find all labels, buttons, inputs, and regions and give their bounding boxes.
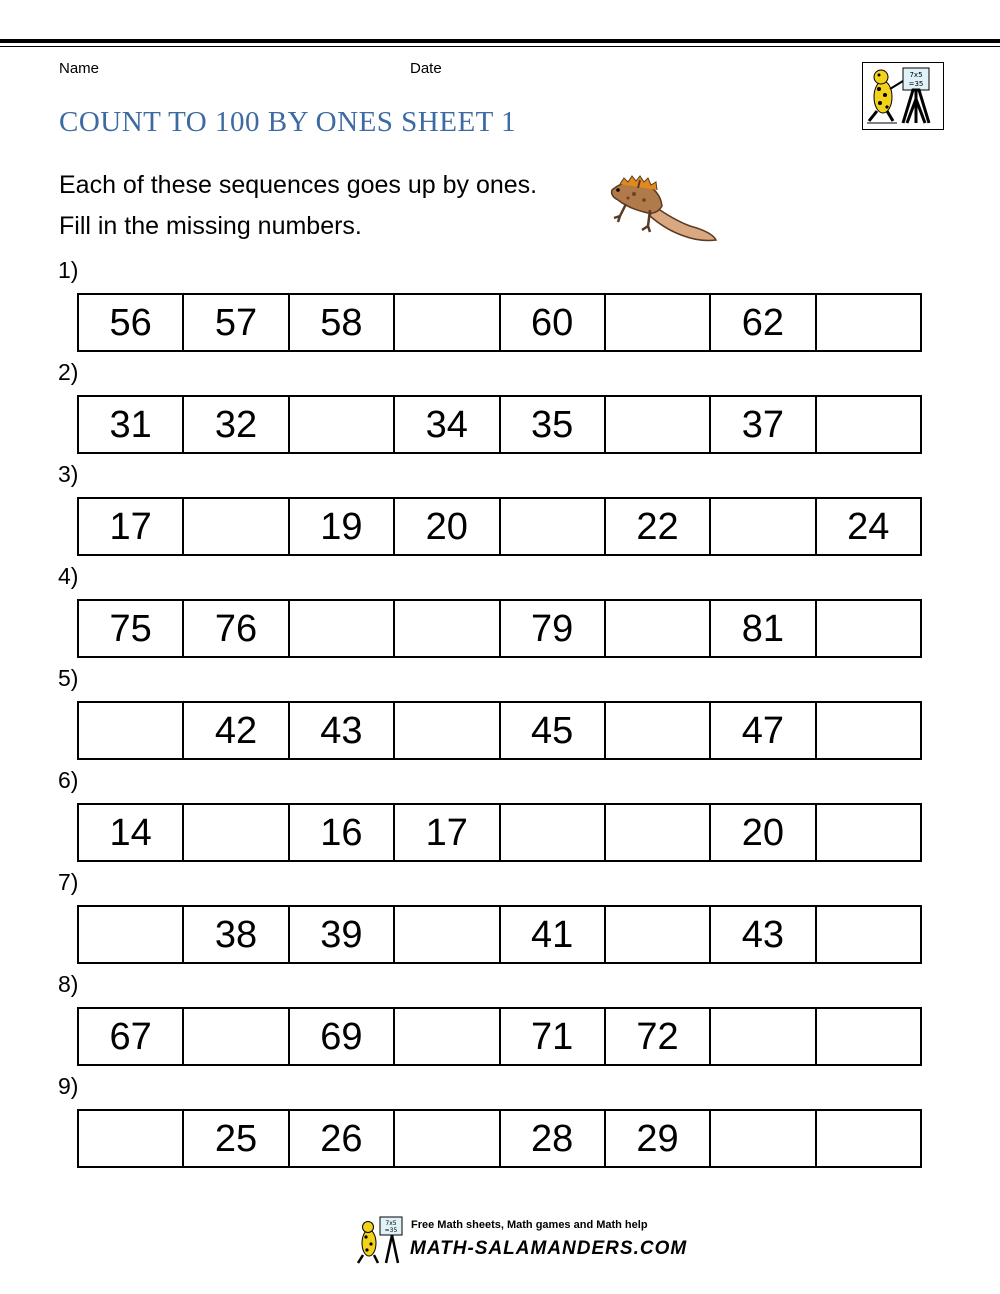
date-label: Date [410, 60, 442, 77]
number-box: 38 [184, 907, 289, 962]
blank-answer-box[interactable] [79, 703, 184, 758]
number-box: 16 [290, 805, 395, 860]
blank-answer-box[interactable] [606, 805, 711, 860]
number-box: 58 [290, 295, 395, 350]
blank-answer-box[interactable] [817, 601, 920, 656]
blank-answer-box[interactable] [711, 1009, 816, 1064]
number-box: 31 [79, 397, 184, 452]
sequence-row [77, 803, 922, 862]
blank-answer-box[interactable] [184, 1009, 289, 1064]
number-box: 17 [395, 805, 500, 860]
blank-answer-box[interactable] [817, 805, 920, 860]
footer-tagline: Free Math sheets, Math games and Math help [411, 1219, 648, 1231]
sequence-row [77, 599, 922, 658]
number-box: 43 [290, 703, 395, 758]
footer-salamander-icon [356, 1213, 406, 1267]
number-box: 35 [501, 397, 606, 452]
blank-answer-box[interactable] [606, 703, 711, 758]
question-number: 5) [58, 665, 79, 691]
blank-answer-box[interactable] [606, 907, 711, 962]
blank-answer-box[interactable] [395, 1111, 500, 1166]
question-number: 6) [58, 767, 79, 793]
blank-answer-box[interactable] [79, 907, 184, 962]
number-box: 79 [501, 601, 606, 656]
instruction-line-2: Fill in the missing numbers. [59, 212, 362, 240]
number-box: 25 [184, 1111, 289, 1166]
number-box: 57 [184, 295, 289, 350]
blank-answer-box[interactable] [711, 1111, 816, 1166]
number-box: 47 [711, 703, 816, 758]
number-box: 56 [79, 295, 184, 350]
sequence-row [77, 905, 922, 964]
blank-answer-box[interactable] [79, 1111, 184, 1166]
salamander-illustration [604, 170, 720, 250]
number-box: 37 [711, 397, 816, 452]
footer-logo [356, 1213, 688, 1267]
svg-text:7x5: 7x5 [909, 71, 923, 79]
number-box: 81 [711, 601, 816, 656]
number-box: 14 [79, 805, 184, 860]
svg-text:7x5: 7x5 [385, 1220, 397, 1227]
math-salamanders-logo [862, 62, 944, 130]
blank-answer-box[interactable] [817, 1009, 920, 1064]
blank-answer-box[interactable] [395, 601, 500, 656]
question-number: 9) [58, 1073, 79, 1099]
svg-text:=35: =35 [384, 1227, 398, 1234]
blank-answer-box[interactable] [501, 499, 606, 554]
number-box: 72 [606, 1009, 711, 1064]
number-box: 69 [290, 1009, 395, 1064]
question-number: 4) [58, 563, 79, 589]
blank-answer-box[interactable] [290, 397, 395, 452]
number-box: 39 [290, 907, 395, 962]
number-box: 26 [290, 1111, 395, 1166]
sequence-row [77, 1007, 922, 1066]
number-box: 20 [711, 805, 816, 860]
number-box: 62 [711, 295, 816, 350]
blank-answer-box[interactable] [395, 1009, 500, 1064]
number-box: 17 [79, 499, 184, 554]
number-box: 76 [184, 601, 289, 656]
number-box: 75 [79, 601, 184, 656]
name-label: Name [59, 60, 100, 77]
blank-answer-box[interactable] [711, 499, 816, 554]
question-number: 1) [58, 257, 79, 283]
blank-answer-box[interactable] [817, 295, 920, 350]
blank-answer-box[interactable] [184, 805, 289, 860]
number-box: 32 [184, 397, 289, 452]
number-box: 28 [501, 1111, 606, 1166]
number-box: 43 [711, 907, 816, 962]
question-number: 8) [58, 971, 79, 997]
blank-answer-box[interactable] [817, 1111, 920, 1166]
blank-answer-box[interactable] [817, 907, 920, 962]
number-box: 60 [501, 295, 606, 350]
number-box: 45 [501, 703, 606, 758]
sequence-row [77, 293, 922, 352]
blank-answer-box[interactable] [606, 601, 711, 656]
blank-answer-box[interactable] [501, 805, 606, 860]
blank-answer-box[interactable] [395, 703, 500, 758]
number-box: 20 [395, 499, 500, 554]
footer-brand: MATH-SALAMANDERS.COM [410, 1238, 688, 1259]
question-number: 3) [58, 461, 79, 487]
number-box: 24 [847, 505, 890, 548]
blank-answer-box[interactable] [606, 397, 711, 452]
top-rule-thin [0, 46, 1000, 47]
sequence-row [77, 701, 922, 760]
blank-answer-box[interactable] [817, 397, 920, 452]
instruction-line-1: Each of these sequences goes up by ones. [59, 171, 538, 199]
blank-answer-box[interactable] [817, 703, 920, 758]
number-box: 67 [79, 1009, 184, 1064]
number-box: 41 [501, 907, 606, 962]
number-box: 22 [606, 499, 711, 554]
number-box: 71 [501, 1009, 606, 1064]
blank-answer-box[interactable] [606, 295, 711, 350]
number-box: 19 [290, 499, 395, 554]
number-box: 34 [395, 397, 500, 452]
top-rule [0, 39, 1000, 43]
svg-text:=35: =35 [908, 80, 924, 88]
blank-answer-box[interactable] [395, 295, 500, 350]
question-number: 2) [58, 359, 79, 385]
question-number: 7) [58, 869, 79, 895]
sequence-row [77, 395, 922, 454]
salamander-teacher-icon [863, 63, 943, 129]
page-title: COUNT TO 100 BY ONES SHEET 1 [59, 106, 517, 138]
sequence-row [77, 497, 922, 556]
salamander-icon [604, 170, 720, 250]
sequence-row [77, 1109, 922, 1168]
blank-answer-box[interactable] [184, 499, 289, 554]
blank-answer-box[interactable] [290, 601, 395, 656]
number-box: 29 [606, 1111, 711, 1166]
blank-answer-box[interactable] [395, 907, 500, 962]
number-box: 42 [184, 703, 289, 758]
